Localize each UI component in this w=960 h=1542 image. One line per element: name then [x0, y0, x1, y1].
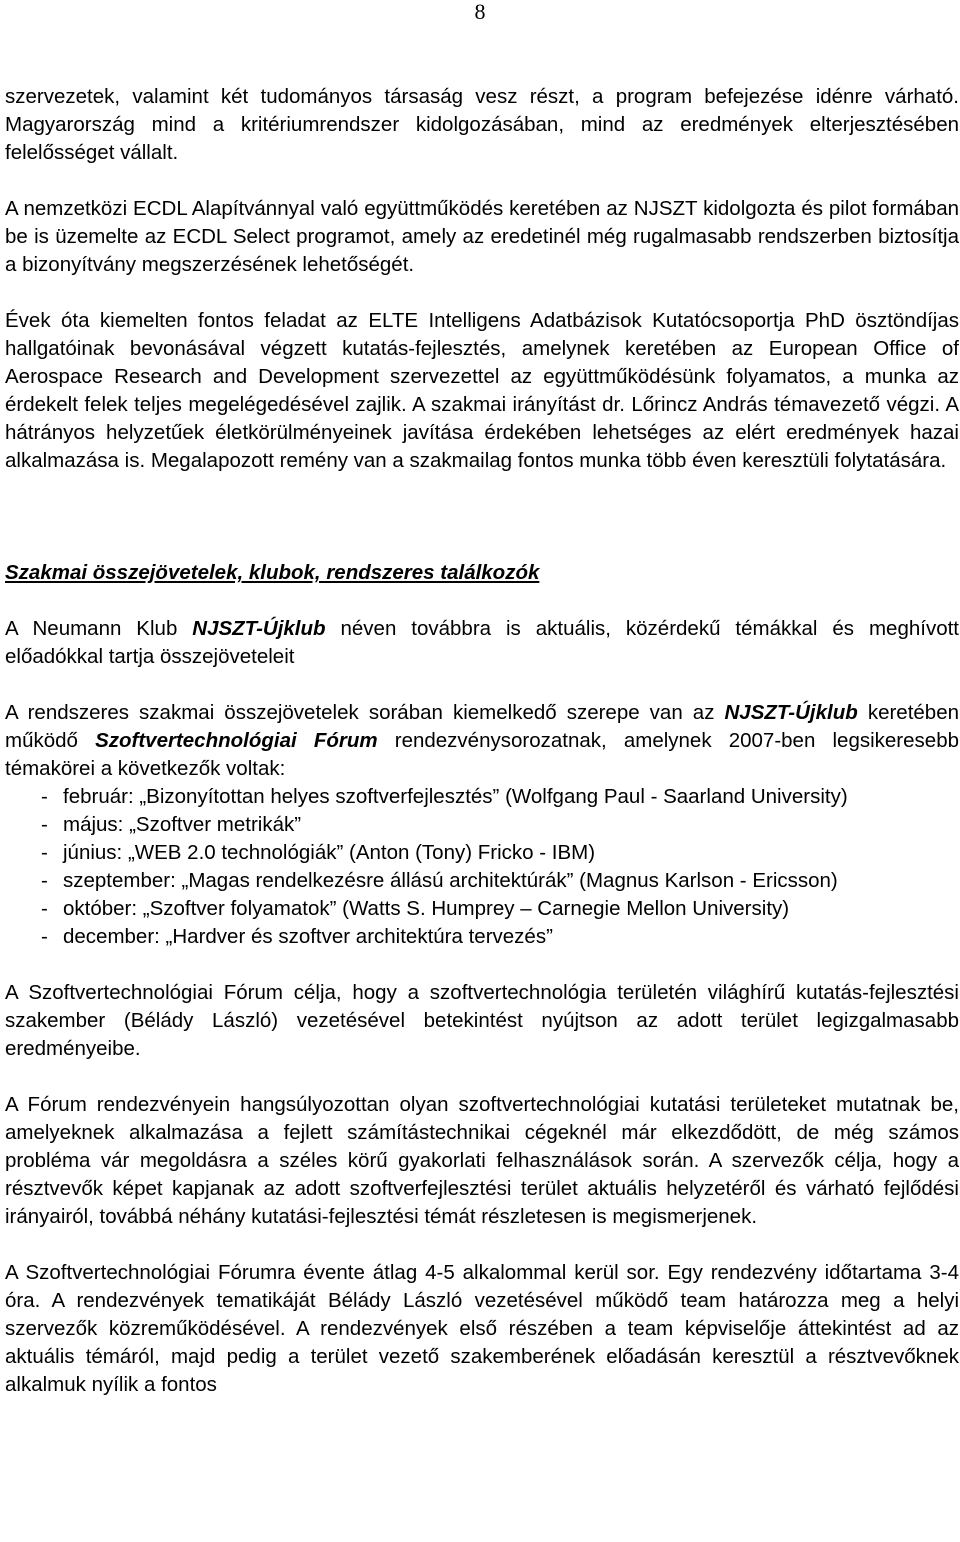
list-item [5, 895, 959, 923]
paragraph-2: A nemzetközi ECDL Alapítvánnyal való együttműködés keretében az NJSZT kidolgozta és pilot formában be is üzemelte az ECDL Select programot, amely az eredetinél még rugalmasabb rendszerben biztosítja a bizonyítvány megszerzésének lehetőségét. [5, 197, 959, 276]
section-heading: Szakmai összejövetelek, klubok, rendszeres találkozók [5, 561, 540, 584]
forum-intro-middle: keretében működő [5, 701, 959, 752]
topic-text: február: „Bizonyítottan helyes szoftverfejlesztés” (Wolfgang Paul - Saarland University) [63, 785, 848, 808]
topic-text: október: „Szoftver folyamatok” (Watts S. Humprey – Carnegie Mellon University) [63, 897, 790, 920]
topic-text: szeptember: „Magas rendelkezésre állású architektúrák” (Magnus Karlson - Ericsson) [63, 869, 838, 892]
list-dash: - [41, 813, 48, 836]
forum-name: Szoftvertechnológiai Fórum [95, 729, 378, 752]
topic-text: december: „Hardver és szoftver architektúra tervezés” [63, 925, 553, 948]
list-dash: - [41, 925, 48, 948]
list-item [5, 867, 959, 895]
topic-list [5, 783, 959, 951]
neumann-text-after: néven továbbra is aktuális, közérdekű témákkal és meghívott előadókkal tartja összejöveteleit [5, 617, 959, 668]
topic-text: június: „WEB 2.0 technológiák” (Anton (Tony) Fricko - IBM) [63, 841, 596, 864]
list-item [5, 811, 959, 839]
club-name: NJSZT-Újklub [192, 617, 326, 640]
forum-intro-paragraph [5, 699, 959, 783]
neumann-club-paragraph [5, 615, 959, 671]
paragraph-4: A Szoftvertechnológiai Fórum célja, hogy a szoftvertechnológia területén világhírű kutatás-fejlesztési szakember (Bélády László) vezetésével betekintést nyújtson az adott terület legizgalmasabb eredményeibe. [5, 981, 959, 1060]
forum-intro-after: rendezvénysorozatnak, amelynek 2007-ben legsikeresebb témakörei a következők voltak: [5, 729, 959, 780]
list-item [5, 783, 959, 811]
list-dash: - [41, 841, 48, 864]
paragraph-5: A Fórum rendezvényein hangsúlyozottan olyan szoftvertechnológiai kutatási területeket mutatnak be, amelyeknek alkalmazása a fejlett számítástechnikai cégeknél már elkezdődött, de még számos probléma vár megoldásra a széles körű gyakorlati felhasználások során. A szervezők célja, hogy a résztvevők képet kapjanak az adott szoftverfejlesztési terület aktuális helyzetéről és várható fejlődési irányairól, továbbá néhány kutatási-fejlesztési témát részletesen is megismerjenek. [5, 1093, 959, 1228]
topic-text: május: „Szoftver metrikák” [63, 813, 302, 836]
list-dash: - [41, 869, 48, 892]
neumann-text-before: A Neumann Klub [5, 617, 193, 640]
list-item [5, 923, 959, 951]
list-dash: - [41, 897, 48, 920]
paragraph-6: A Szoftvertechnológiai Fórumra évente átlag 4-5 alkalommal kerül sor. Egy rendezvény időtartama 3-4 óra. A rendezvények tematikáját Bélády László vezetésével működő team határozza meg a helyi szervezők közreműködésével. A rendezvények első részében a team képviselője áttekintést ad az aktuális témáról, majd pedig a terület vezető szakemberének előadásán keresztül a résztvevőknek alkalmuk nyílik a fontos [5, 1261, 959, 1396]
page-number: 8 [474, 0, 486, 24]
list-item [5, 839, 959, 867]
document-body [5, 83, 959, 1399]
forum-intro-before: A rendszeres szakmai összejövetelek sorában kiemelkedő szerepe van az [5, 701, 725, 724]
club-name: NJSZT-Újklub [724, 701, 858, 724]
list-dash: - [41, 785, 48, 808]
paragraph-3: Évek óta kiemelten fontos feladat az ELTE Intelligens Adatbázisok Kutatócsoportja PhD ösztöndíjas hallgatóinak bevonásával végzett kutatás-fejlesztés, amelynek keretében az European Office of Aerospace Research and Development szervezettel az együttműködésünk folyamatos, a munka az érdekelt felek teljes megelégedésével zajlik. A szakmai irányítást dr. Lőrincz András témavezető végzi. A hátrányos helyzetűek életkörülményeinek javítása érdekében lehetséges az elért eredmények hazai alkalmazása is. Megalapozott remény van a szakmailag fontos munka több éven keresztüli folytatására. [5, 309, 959, 472]
paragraph-1: szervezetek, valamint két tudományos társaság vesz részt, a program befejezése idénre várható. Magyarország mind a kritériumrendszer kidolgozásában, mind az eredmények elterjesztésében felelősséget vállalt. [5, 85, 959, 164]
